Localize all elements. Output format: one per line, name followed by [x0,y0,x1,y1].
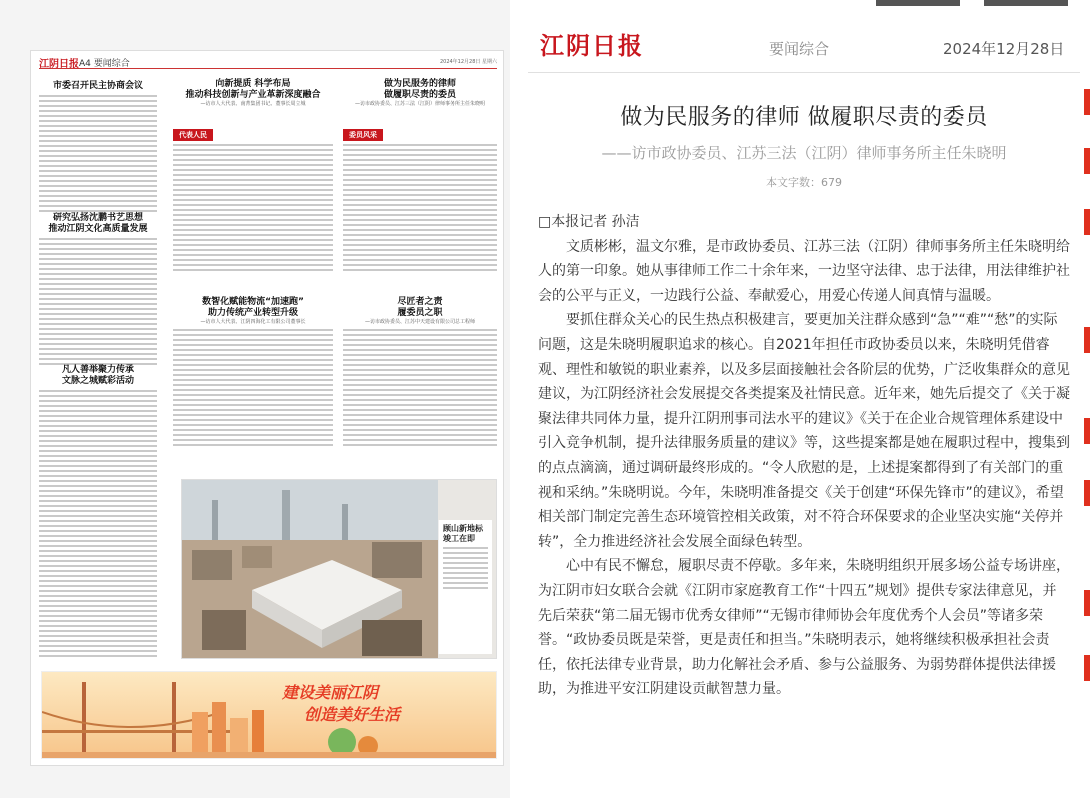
story-text-lines [343,144,497,271]
story-title: 向新提质 科学布局 推动科技创新与产业革新深度融合 [185,79,321,100]
story-沈鹏[interactable] [39,213,157,368]
side-tab-marker[interactable] [1084,89,1090,115]
side-tab-marker[interactable] [1084,480,1090,506]
story-text-lines [343,329,497,446]
bridge-skyline-graphic [42,672,497,759]
photo-caption [438,520,492,654]
side-tab-marker[interactable] [1084,327,1090,353]
toolbar-block-1[interactable] [876,0,960,6]
side-tab-marker[interactable] [1084,209,1090,235]
story-title: 市委召开民主协商会议 [52,81,143,91]
toolbar-block-2[interactable] [984,0,1068,6]
side-tab-marker[interactable] [1084,590,1090,616]
article-body [538,210,1070,702]
banner-label: 委员风采 [343,129,383,141]
story-text-lines [173,144,333,271]
story-尽匠者之责[interactable] [343,297,497,449]
story-凡人善举[interactable] [39,365,157,660]
banner-label: 代表人民 [173,129,213,141]
newspaper-logo[interactable]: 江阴日报 [540,31,644,60]
news-photo[interactable] [181,479,497,659]
story-title: 研究弘扬沈鹏书艺思想 推动江阴文化高质量发展 [48,213,148,234]
story-text-lines [39,390,157,657]
side-tab-marker[interactable] [1084,148,1090,174]
story-subtitle: —访市政协委员、江苏三法（江阴）律师事务所主任朱晓明 [354,101,485,107]
newspaper-page[interactable] [30,50,504,766]
page-section-label: A4 要闻综合 [79,59,130,69]
story-text-lines [39,95,157,212]
article-paragraph: 要抓住群众关心的民生热点积极建言，要更加关注群众感到“急”“难”“愁”的实际问题，这是朱晓明履职追求的核心。自2021年担任市政协委员以来，朱晓明凭借睿观、理性和敏锐的职业素养，以及多层面接触社会各阶层的优势，广泛收集群众的意见建议，为江阴经济社会发展提交各类提案及社情民意。近年来，她先后提交了《关于凝聚法律共同体力量，提升江阴刑事司法水平的建议》《关于在企业合规管理体系建设中引入竞争机制，提升法律服务质量的建议》等，这些提案都是她在履职过程中，搜集到的点点滴滴，通过调研最终形成的。“令人欣慰的是，上述提案都得到了有关部门的重视和采纳。”朱晓明说。今年，朱晓明准备提交《关于创建“环保先锋市”的建议》，希望相关部门制定完善生态环境管控相关政策，对不符合环保要求的企业坚决实施“关停并转”，全力推进经济社会发展全面绿色转型。 [538,312,1070,550]
ad-slogan-line2: 创造美好生活 [304,705,401,724]
story-title: 数智化赋能物流“加速跑” 助力传统产业转型升级 [202,297,304,318]
story-市委[interactable] [39,81,157,215]
page-header [39,55,497,69]
story-数智化[interactable] [173,297,333,449]
story-title: 尽匠者之责 履委员之职 [397,297,443,318]
story-做为民服务[interactable] [343,79,497,274]
aerial-building-photo [182,480,438,659]
header-divider [528,72,1080,73]
article-byline: □本报记者 孙洁 [538,214,640,230]
story-title: 凡人善举聚力传承 文脉之城赋彩活动 [61,365,134,386]
caption-text-lines [439,547,492,589]
issue-date: 2024年12月28日 [943,40,1065,58]
side-tab-marker[interactable] [1084,655,1090,681]
story-text-lines [173,329,333,446]
story-subtitle: —访市人大代表、南菁集团书记、董事长周立城 [200,101,306,107]
newspaper-page-panel [0,0,510,798]
word-count: 本文字数：679 [766,176,842,189]
ad-slogan-line1: 建设美丽江阴 [282,683,379,702]
story-title: 做为民服务的律师 做履职尽责的委员 [383,79,456,100]
article-paragraph: 心中有民不懈怠，履职尽责不停歇。多年来，朱晓明组织开展多场公益专场讲座，为江阴市妇女联合会就《江阴市家庭教育工作“十四五”规划》提供专家法律意见，并先后荣获“第二届无锡市优秀女律师”“无锡市律师协会年度优秀个人会员”等诸多荣誉。“政协委员既是荣誉，更是责任和担当。”朱晓明表示，她将继续积极承担社会责任，依托法律专业背景，助力化解社会矛盾、参与公益服务、为弱势群体提供法律援助，为推进平安江阴建设贡献智慧力量。 [538,558,1070,698]
story-subtitle: —访市政协委员、江苏中天建设有限公司总工程师 [364,319,475,325]
photo-caption-title: 顾山新地标 竣工在即 [443,524,483,543]
article-title: 做为民服务的律师 做履职尽责的委员 [620,105,988,130]
article-paragraph: 文质彬彬，温文尔雅，是市政协委员、江苏三法（江阴）律师事务所主任朱晓明给人的第一印象。她从事律师工作二十余年来，一边坚守法律、忠于法律，用法律维护社会的公平与正义，一边践行公益、奉献爱心，用爱心传递人间真情与温暖。 [538,238,1070,304]
article-subtitle: ——访市政协委员、江苏三法（江阴）律师事务所主任朱晓明 [601,144,1007,162]
side-tab-marker[interactable] [1084,418,1090,444]
section-label: 要闻综合 [769,40,830,58]
banner-wrap [343,122,497,141]
banner-wrap [173,122,333,141]
story-向新提质[interactable] [173,79,333,274]
advertisement-banner[interactable] [41,671,497,759]
page-logo: 江阴日报 [39,59,79,70]
story-subtitle: —访市人大代表、江阴四海化工有限公司董事长 [200,319,306,325]
page-date: 2024年12月28日 星期六 [439,59,497,65]
story-text-lines [39,238,157,365]
